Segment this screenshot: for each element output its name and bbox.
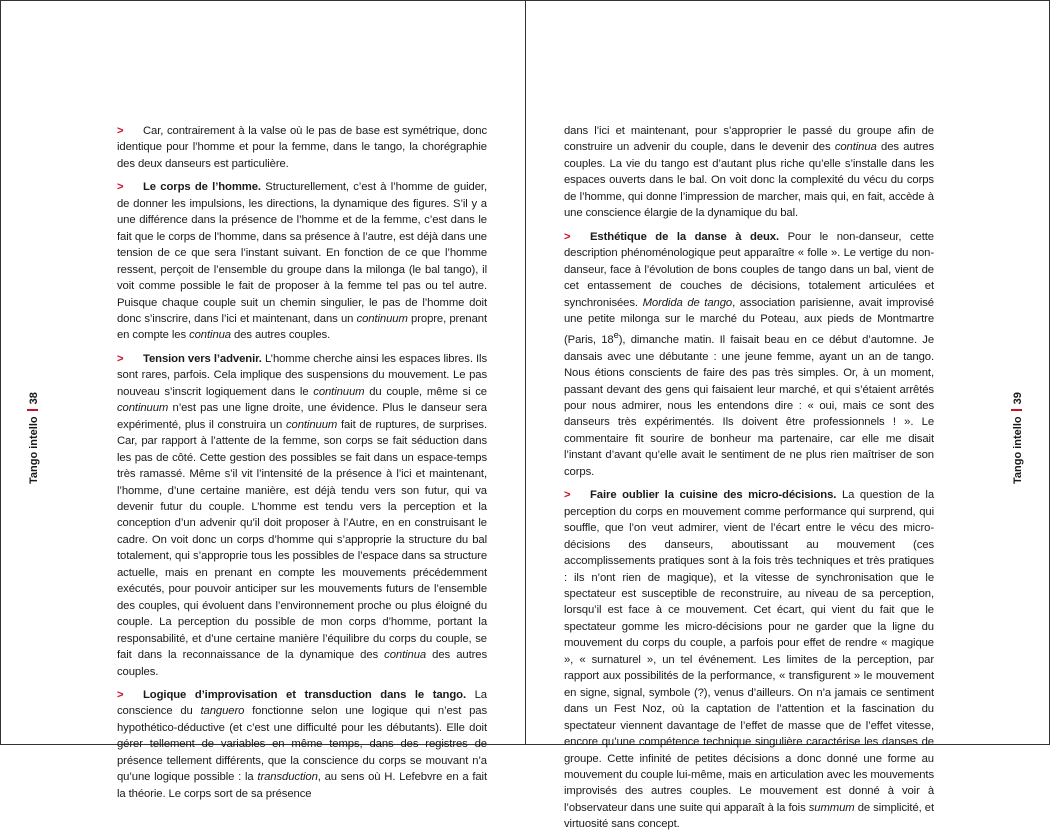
paragraph-text: Pour le non-danseur, cette description phénoménologique peut apparaître « folle ». Le vertige du non-danseur, face à l’évolution de bons couples de tango dans un bal, vient de cet entassement de couches de décisions, totalement articulées et synchronisées. Mordida de tango, association parisienne, avait improvisé une petite milonga sur le marché du Poteau, aux pieds de Montmartre (Paris, 18e), dimanche matin. Il faisait beau en ce début d’automne. Je dansais avec une débutante : une jeune femme, ayant un an de tango. Nous étions conscients de faire des pas très simples. Or, à un moment, passant devant des gens qui faisaient leur marché, et qui s’étaient arrêtés pour nous admirer, nous les entendons dire : « oui, mais ce sont des danseurs très expérimentés. Ils doivent être professionnels ! ». Le commentaire fit sourire de bonheur ma partenaire, car elle me disait l’instant d’avant qu’elle avait le sentiment de ne plus rien maîtriser de son corps. <box>564 230 935 478</box>
left-running-header <box>27 366 41 486</box>
paragraph-text: dans l’ici et maintenant, pour s’approprier le passé du groupe afin de construire un advenir du couple, dans le devenir des continua des autres couples. La vie du tango est d’autant plus riche qu’elle s’installe dans les espaces ouverts dans le bal. On voit donc la complexité du vécu du corps de l’homme, qui donne l’impression de marcher, mais qui, en fait, accède à une conscience élargie de la dynamique du bal. <box>564 125 934 220</box>
left-running-title: Tango intello <box>28 416 40 484</box>
paragraph-heading: Esthétique de la danse à deux. <box>590 230 780 243</box>
paragraph-heading: Tension vers l’advenir. <box>143 352 262 365</box>
right-page-number: 39 <box>1012 392 1024 405</box>
paragraph <box>564 123 934 222</box>
paragraph-marker: > <box>117 181 124 194</box>
accent-bar <box>1011 409 1022 411</box>
right-page <box>526 1 1050 831</box>
paragraph-marker: > <box>564 230 571 243</box>
paragraph-text: Structurellement, c’est à l’homme de guider, de donner les impulsions, les directions, la dynamique des figures. S’il y a une différence dans la présence de l’homme et de la femme, c’est dans le fait que le corps de l’homme, dans sa présence à l’autre, est déjà dans une tension de ce que sera l’instant suivant. En fonction de ce que l’homme ressent, perçoit de l’ensemble du groupe dans la milonga (le bal tango), il voit comme possible le fait de proposer à la femme tel pas ou tel autre. Puisque chaque couple suit un chemin singulier, le pas de l’homme doit donc s’inscrire, dans l’ici et maintenant, dans un continuum propre, prenant en compte les continua des autres couples. <box>117 181 487 342</box>
left-text-block <box>117 123 487 809</box>
paragraph-text: Car, contrairement à la valse où le pas de base est symétrique, donc identique pour l’homme et pour la femme, dans le tango, la chorégraphie des deux danseurs est particulière. <box>117 125 487 170</box>
paragraph <box>564 229 934 481</box>
paragraph-text: L’homme cherche ainsi les espaces libres. Ils sont rares, parfois. Cela implique des suspensions du mouvement. Le pas nouveau s’inscrit logiquement dans le continuum du couple, même si ce continuum n’est pas une ligne droite, une évidence. Plus le danseur sera expérimenté, plus il construira un continuum fait de ruptures, de surprises. Car, par rapport à l’attente de la femme, son corps se fait séduction dans les pas de côté. Cette gestion des possibles se fait dans un espace-temps très ramassé. Même s’il vit l’intensité de la présence à l’ici et maintenant, l’homme, d’une certaine manière, est déjà tendu vers son futur, qui va devenir futur du couple. L’homme est tendu vers la perception et la conception d’un advenir qu’il doit proposer à l’Autre, en en construisant le cadre. On voit donc un corps d’homme qui s’approprie la structure du bal totalement, qui s’approprie tous les possibles de l’espace dans sa structure actuelle, mais en prenant en compte les mouvements précédemment exécutés, pour pouvoir anticiper sur les mouvements futurs de l’ensemble des couples, qui évoluent dans l’environnement proche ou plus éloigné du couple. La perception du possible de mon corps d’homme, portant la responsabilité, et d’une certaine manière l’équilibre du corps du couple, se fait dans la reconnaissance de la dynamique des continua des autres couples. <box>117 352 488 678</box>
paragraph <box>117 351 487 680</box>
paragraph <box>117 179 487 344</box>
right-running-header <box>1011 366 1025 486</box>
paragraph-heading: Le corps de l’homme. <box>143 181 261 194</box>
paragraph-text: La conscience du tanguero fonctionne selon une logique qui n’est pas hypothético-déductive (et c’est une difficulté pour les débutants). Elle doit gérer tellement de variables en même temps, dans des registres de présence tellement différents, que la conscience du corps se mouvant n’a qu’une logique possible : la transduction, au sens où H. Lefebvre en a fait la théorie. Le corps sort de sa présence <box>117 688 487 800</box>
paragraph-marker: > <box>564 489 571 502</box>
accent-bar <box>27 409 38 411</box>
left-page-number: 38 <box>28 392 40 405</box>
paragraph-heading: Logique d’improvisation et transduction dans le tango. <box>143 688 466 701</box>
paragraph <box>117 123 487 172</box>
paragraph-marker: > <box>117 125 124 137</box>
paragraph-text: La question de la perception du corps en mouvement comme performance qui surprend, qui souffle, que l’on veut admirer, vient de l’écart entre le vécu des micro-décisions des danseurs, aboutissant au mouvement (ces accomplissements pratiques sont à la fois très techniques et très pratiques : ils n’ont rien de magique), et la vitesse de synchronisation que le spectateur est susceptible de reconstruire, au niveau de sa perception, lorsqu’il est face à ce mouvement. Cet écart, qui vient du fait que le spectateur gomme les micro-décisions pour ne garder que la ligne du mouvement du corps du couple, a parfois pour effet de rendre « magique », « surnaturel », un tel événement. Les limites de la perception, par rapport aux possibilités de la performance, « transfigurent » le mouvement en signe, signal, symbole (?), venus d’ailleurs. On n’a jamais ce sentiment dans un Fest Noz, où la captation de l’attention et la fascination du spectateur viennent davantage de l’effet de masse que de l’effet vitesse, encore qu’une compétence technique singulière caractérise les danses de groupe. Cette infinité de petites décisions a donc donné une forme au mouvement du couple lui-même, mais en articulation avec les mouvements improvisés des autres couples. Le mouvement est donné à voir à l’observateur dans une suite qui apparaît à la fois summum de simplicité, et virtuosité sans concept. <box>564 489 935 831</box>
right-text-block <box>564 123 934 840</box>
left-page <box>1 1 525 800</box>
paragraph-marker: > <box>117 352 124 365</box>
right-running-title: Tango intello <box>1012 416 1024 484</box>
paragraph <box>564 487 934 833</box>
paragraph-marker: > <box>117 688 124 701</box>
paragraph-heading: Faire oublier la cuisine des micro-décisions. <box>590 489 837 502</box>
